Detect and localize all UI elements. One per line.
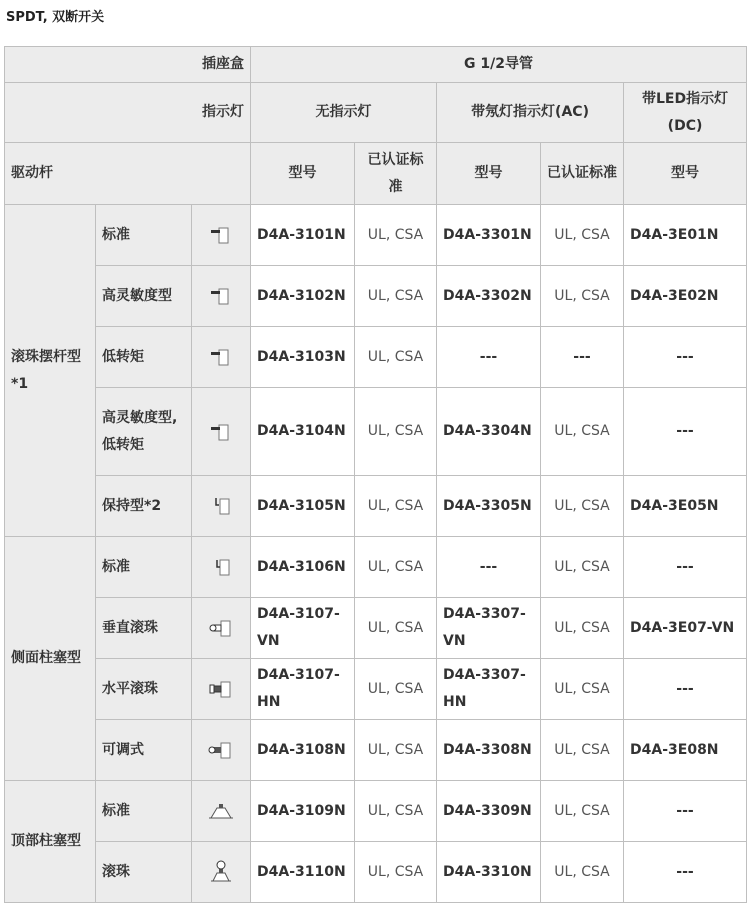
certified-standard: UL, CSA	[355, 476, 437, 537]
hold-lever-icon	[192, 476, 251, 537]
certified-standard: UL, CSA	[355, 720, 437, 781]
certified-standard: UL, CSA	[355, 205, 437, 266]
table-row	[5, 598, 747, 659]
certified-standard: UL, CSA	[355, 598, 437, 659]
actuator-group: 滚珠摆杆型*1	[5, 205, 96, 537]
actuator-subtype: 标准	[96, 781, 192, 842]
model-number: D4A-3106N	[251, 537, 355, 598]
table-row	[5, 842, 747, 903]
model-number: D4A-3108N	[251, 720, 355, 781]
actuator-subtype: 标准	[96, 205, 192, 266]
model-number: D4A-3E05N	[624, 476, 747, 537]
certified-standard: UL, CSA	[541, 659, 624, 720]
certified-standard: UL, CSA	[541, 781, 624, 842]
table-row	[5, 205, 747, 266]
actuator-group: 顶部柱塞型	[5, 781, 96, 903]
certified-standard: UL, CSA	[541, 205, 624, 266]
table-row	[5, 720, 747, 781]
certified-standard: UL, CSA	[541, 266, 624, 327]
certified-standard: UL, CSA	[541, 476, 624, 537]
model-number: ---	[437, 327, 541, 388]
actuator-subtype: 标准	[96, 537, 192, 598]
model-number: D4A-3103N	[251, 327, 355, 388]
model-number: D4A-3307-VN	[437, 598, 541, 659]
actuator-subtype: 垂直滚珠	[96, 598, 192, 659]
model-number: ---	[437, 537, 541, 598]
roller-lever-icon	[192, 327, 251, 388]
certified-standard: UL, CSA	[541, 537, 624, 598]
model-number: D4A-3E02N	[624, 266, 747, 327]
certified-standard: UL, CSA	[355, 842, 437, 903]
model-number: D4A-3307-HN	[437, 659, 541, 720]
conduit-header: G 1/2导管	[251, 47, 747, 83]
model-table	[4, 46, 747, 903]
model-number: D4A-3110N	[251, 842, 355, 903]
table-row	[5, 327, 747, 388]
model-number: D4A-3102N	[251, 266, 355, 327]
model-header: 型号	[624, 143, 747, 205]
model-header: 型号	[251, 143, 355, 205]
roller-lever-icon	[192, 266, 251, 327]
certified-standard: UL, CSA	[355, 537, 437, 598]
model-number: D4A-3E08N	[624, 720, 747, 781]
model-number: D4A-3104N	[251, 388, 355, 476]
table-row	[5, 781, 747, 842]
model-number: D4A-3302N	[437, 266, 541, 327]
model-number: D4A-3109N	[251, 781, 355, 842]
model-number: D4A-3E01N	[624, 205, 747, 266]
certified-header: 已认证标准	[541, 143, 624, 205]
model-number: ---	[624, 781, 747, 842]
roller-lever-icon	[192, 205, 251, 266]
model-number: ---	[624, 388, 747, 476]
certified-standard: UL, CSA	[355, 388, 437, 476]
model-number: D4A-3107-VN	[251, 598, 355, 659]
actuator-subtype: 可调式	[96, 720, 192, 781]
socket-header: 插座盒	[5, 47, 251, 83]
table-row	[5, 537, 747, 598]
vertical-roller-plunger-icon	[192, 598, 251, 659]
indicator-header: 指示灯	[5, 83, 251, 143]
actuator-group: 侧面柱塞型	[5, 537, 96, 781]
adjustable-plunger-icon	[192, 720, 251, 781]
certified-header: 已认证标准	[355, 143, 437, 205]
model-number: D4A-3304N	[437, 388, 541, 476]
actuator-subtype: 保持型*2	[96, 476, 192, 537]
certified-standard: UL, CSA	[541, 388, 624, 476]
certified-standard: UL, CSA	[541, 842, 624, 903]
top-plunger-icon	[192, 781, 251, 842]
model-number: ---	[624, 842, 747, 903]
certified-standard: UL, CSA	[355, 659, 437, 720]
side-plunger-icon	[192, 537, 251, 598]
led-indicator-header: 带LED指示灯(DC)	[624, 83, 747, 143]
model-number: D4A-3101N	[251, 205, 355, 266]
actuator-subtype: 低转矩	[96, 327, 192, 388]
model-number: D4A-3105N	[251, 476, 355, 537]
model-header: 型号	[437, 143, 541, 205]
no-indicator-header: 无指示灯	[251, 83, 437, 143]
actuator-header: 驱动杆	[5, 143, 251, 205]
table-row	[5, 388, 747, 476]
model-number: D4A-3305N	[437, 476, 541, 537]
model-number: ---	[624, 327, 747, 388]
certified-standard: UL, CSA	[541, 720, 624, 781]
model-number: ---	[624, 537, 747, 598]
neon-indicator-header: 带氖灯指示灯(AC)	[437, 83, 624, 143]
actuator-subtype: 高灵敏度型, 低转矩	[96, 388, 192, 476]
actuator-subtype: 滚珠	[96, 842, 192, 903]
certified-standard: UL, CSA	[355, 266, 437, 327]
model-number: D4A-3301N	[437, 205, 541, 266]
actuator-subtype: 高灵敏度型	[96, 266, 192, 327]
roller-lever-icon	[192, 388, 251, 476]
model-number: D4A-3308N	[437, 720, 541, 781]
top-roller-plunger-icon	[192, 842, 251, 903]
model-number: D4A-3E07-VN	[624, 598, 747, 659]
model-number: D4A-3107-HN	[251, 659, 355, 720]
model-number: D4A-3309N	[437, 781, 541, 842]
certified-standard: UL, CSA	[355, 327, 437, 388]
actuator-subtype: 水平滚珠	[96, 659, 192, 720]
table-row	[5, 266, 747, 327]
model-number: ---	[624, 659, 747, 720]
page-title: SPDT, 双断开关	[6, 10, 105, 25]
horizontal-roller-plunger-icon	[192, 659, 251, 720]
model-number: D4A-3310N	[437, 842, 541, 903]
certified-standard: UL, CSA	[355, 781, 437, 842]
certified-standard: UL, CSA	[541, 598, 624, 659]
table-row	[5, 659, 747, 720]
table-row	[5, 476, 747, 537]
certified-standard: ---	[541, 327, 624, 388]
